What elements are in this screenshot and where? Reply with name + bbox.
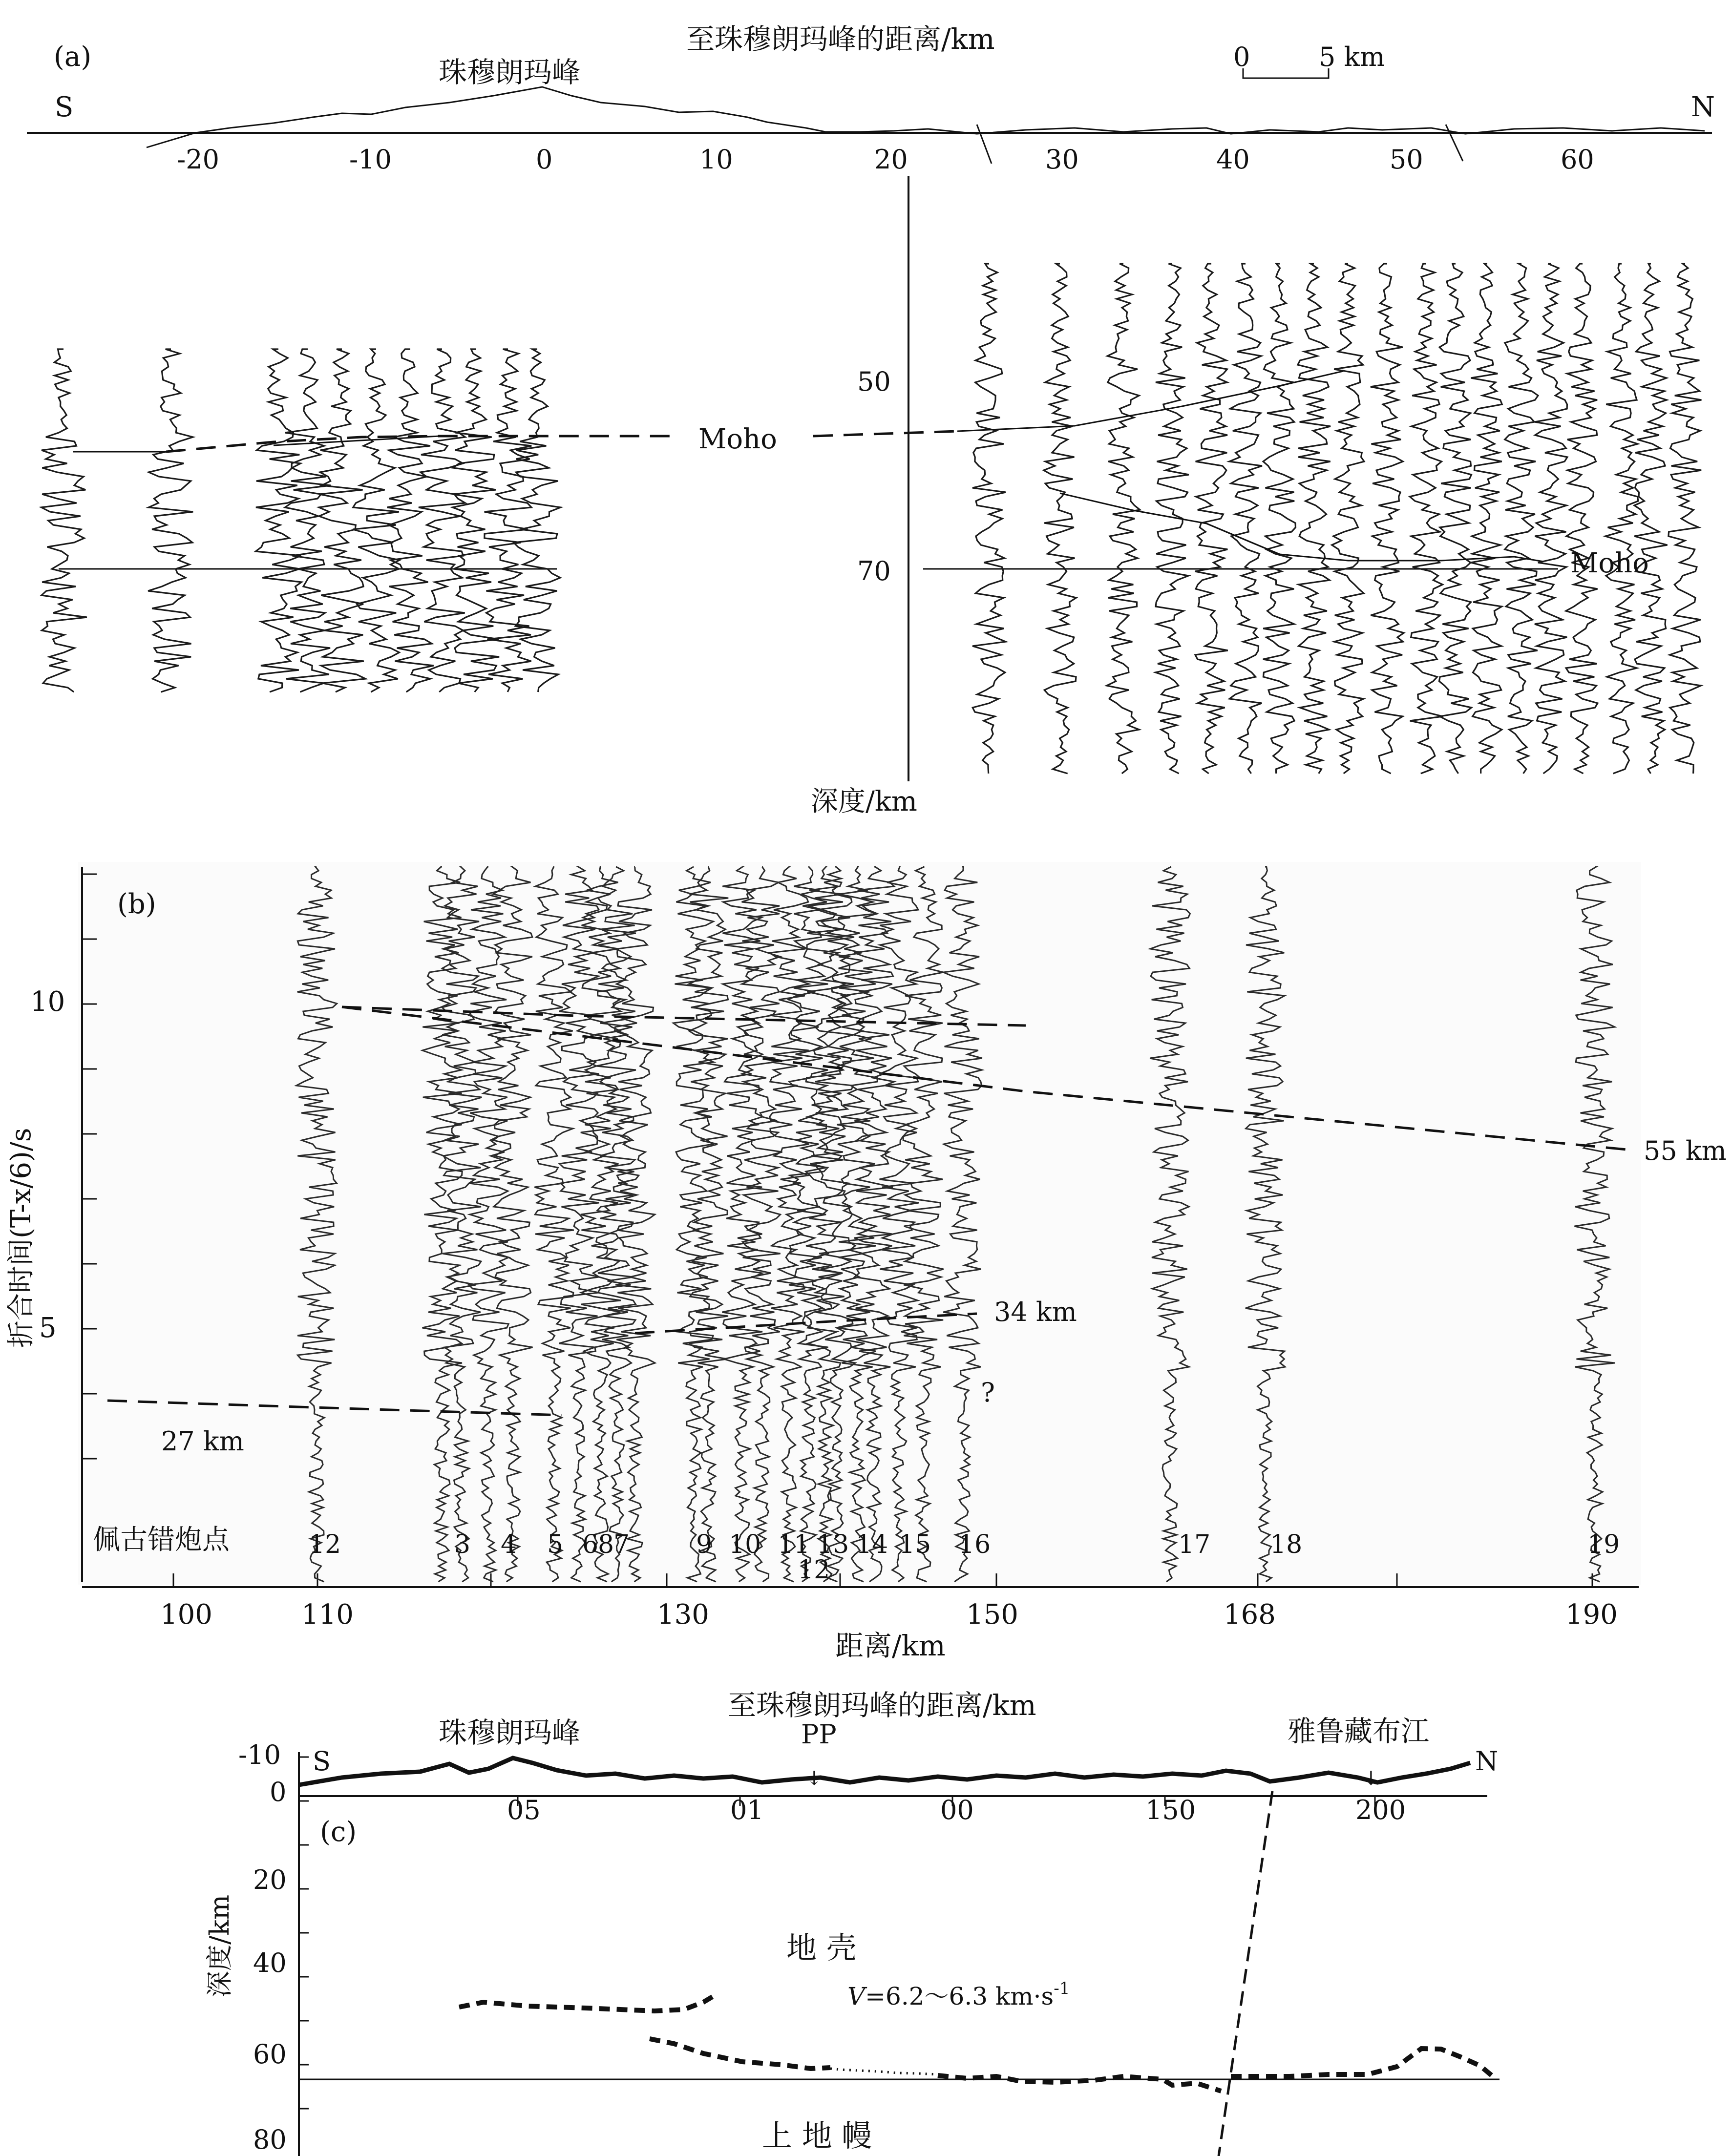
topography-c — [299, 1758, 1470, 1785]
panel-b-label: (b) — [117, 888, 156, 920]
seismic-trace — [1669, 264, 1702, 774]
crust-label: 地 壳 — [786, 1930, 857, 1966]
depth-tick-50: 50 — [857, 366, 891, 397]
seismic-trace — [1566, 264, 1598, 774]
depth-label-27: 27 km — [161, 1426, 244, 1457]
x-tick-b-150: 150 — [966, 1599, 1018, 1631]
moho-segment-1 — [459, 1996, 713, 2011]
north-label-c: N — [1475, 1746, 1499, 1777]
seismic-trace — [1371, 264, 1404, 774]
pp-label: PP — [801, 1719, 837, 1750]
seismic-trace — [1535, 264, 1567, 774]
x-tick-c-2: 01 — [730, 1795, 764, 1825]
x-tick-a-3: 0 — [536, 144, 553, 175]
scale-bar-zero: 0 — [1233, 42, 1250, 72]
panel-b — [5, 862, 1727, 1662]
fault-tick-1 — [977, 125, 992, 164]
shot-title: 佩古错炮点 — [93, 1524, 230, 1556]
panel-a-title: 至珠穆朗玛峰的距离/km — [686, 22, 995, 56]
moho-label-right: Moho — [1570, 547, 1649, 579]
scale-bar-label: 5 km — [1319, 42, 1385, 72]
x-axis-label-b: 距离/km — [835, 1629, 946, 1662]
x-tick-a-1: -20 — [177, 144, 219, 175]
depth-label-34: 34 km — [994, 1297, 1077, 1327]
seismic-trace — [353, 349, 400, 692]
moho-dotted — [830, 2069, 938, 2074]
shot-number: 16 — [958, 1530, 991, 1559]
velocity-label: V=6.2～6.3 $km\cdot s^{-1}$ — [847, 1979, 1070, 2010]
x-tick-a-7: 40 — [1216, 144, 1250, 175]
x-tick-c-3: 00 — [940, 1795, 974, 1825]
moho-dashed-right — [813, 431, 957, 436]
shot-number: 13 — [817, 1530, 849, 1559]
seismic-traces-a-left — [42, 349, 561, 692]
x-tick-a-4: 10 — [699, 144, 733, 175]
x-tick-b-168: 168 — [1224, 1599, 1276, 1631]
panel-c-title: 至珠穆朗玛峰的距离/km — [728, 1689, 1036, 1722]
shot-number: 19 — [1587, 1530, 1620, 1559]
shot-number: 3 — [454, 1530, 471, 1559]
y-tick-10: 10 — [30, 986, 65, 1018]
depth-label-55: 55 km — [1644, 1135, 1727, 1166]
seismic-traces-a-right — [972, 264, 1701, 774]
shot-number: 14 — [856, 1530, 888, 1559]
peak-label-c: 珠穆朗玛峰 — [439, 1716, 581, 1749]
moho-segment-2 — [650, 2039, 830, 2069]
y-axis-ticks-c — [299, 1757, 309, 2109]
seismic-trace — [1044, 264, 1077, 774]
y-tick-c-60: 60 — [253, 2039, 287, 2070]
seismic-trace — [1195, 264, 1228, 774]
x-tick-c-4: 150 — [1145, 1795, 1196, 1825]
x-tick-a-5: 20 — [874, 144, 908, 175]
seismic-trace — [1471, 264, 1502, 774]
seismic-trace — [514, 349, 561, 692]
x-tick-b-100: 100 — [160, 1599, 212, 1631]
shot-number: 17 — [1178, 1530, 1211, 1559]
x-tick-a-9: 60 — [1561, 144, 1594, 175]
seismic-trace — [1332, 264, 1364, 774]
x-tick-a-6: 30 — [1045, 144, 1079, 175]
shot-number: 9 — [696, 1530, 713, 1559]
river-label: 雅鲁藏布江 — [1288, 1715, 1430, 1748]
shot-number: 5 — [547, 1530, 564, 1559]
depth-tick-70: 70 — [857, 556, 891, 586]
moho-label-left: Moho — [698, 423, 777, 455]
north-label-a: N — [1691, 91, 1715, 123]
shot-number: 11 — [778, 1530, 810, 1559]
shot-number: 12 — [798, 1555, 830, 1585]
y-axis-label-c: 深度/km — [204, 1894, 235, 1997]
shot-number: 7 — [613, 1530, 630, 1559]
x-tick-b-110: 110 — [301, 1599, 354, 1631]
x-tick-c-5: 200 — [1355, 1795, 1406, 1825]
shot-number: 8 — [598, 1530, 614, 1559]
seismic-trace — [387, 349, 433, 692]
topography-a — [147, 87, 1705, 147]
south-label-c: S — [313, 1746, 331, 1777]
shot-number: 6 — [582, 1530, 599, 1559]
y-tick-c-40: 40 — [253, 1947, 287, 1978]
shot-number: 12 — [309, 1530, 341, 1559]
seismic-trace — [256, 349, 302, 692]
x-tick-a-8: 50 — [1390, 144, 1423, 175]
seismic-trace — [1439, 264, 1472, 774]
x-tick-b-130: 130 — [657, 1599, 709, 1631]
y-tick-c-80: 80 — [253, 2124, 287, 2155]
fault-tick-2 — [1446, 125, 1463, 161]
y-tick-5: 5 — [39, 1312, 57, 1344]
seismic-trace — [972, 264, 1006, 774]
panel-a-x-axis — [177, 144, 1594, 175]
river-marker: ↓ — [1363, 1767, 1379, 1790]
x-tick-c-1: 05 — [507, 1795, 541, 1825]
fault-line — [1219, 1791, 1272, 2156]
seismic-trace — [1107, 264, 1140, 774]
scale-bar — [1233, 42, 1385, 78]
panel-a-label: (a) — [54, 41, 92, 73]
seismic-trace — [1634, 264, 1668, 774]
peak-label-a: 珠穆朗玛峰 — [439, 56, 581, 89]
panel-c-label: (c) — [320, 1816, 357, 1848]
seismic-trace — [1156, 264, 1189, 774]
depth-label-unknown: ? — [981, 1377, 995, 1408]
mantle-label: 上 地 幔 — [762, 2118, 872, 2154]
moho-segment-4 — [1231, 2049, 1495, 2078]
seismic-trace — [319, 349, 365, 692]
seismic-trace — [1605, 264, 1638, 774]
south-label-a: S — [55, 91, 74, 123]
y-tick-c-0: 0 — [270, 1777, 287, 1807]
seismic-trace — [1263, 264, 1296, 774]
x-tick-b-190: 190 — [1565, 1599, 1618, 1631]
seismic-trace — [285, 349, 331, 692]
y-tick-c-minus10: -10 — [238, 1739, 281, 1770]
panel-c — [204, 1689, 1500, 2156]
depth-axis-label-a: 深度/km — [811, 786, 917, 817]
shot-number: 10 — [729, 1530, 761, 1559]
seismic-trace — [1410, 264, 1443, 774]
y-tick-c-20: 20 — [253, 1864, 287, 1895]
shot-number: 4 — [501, 1530, 517, 1559]
shot-number: 18 — [1270, 1530, 1303, 1559]
shot-number: 15 — [899, 1530, 931, 1559]
y-axis-label-b: 折合时间(T-x/6)/s — [5, 1128, 37, 1348]
pp-marker: ↓ — [806, 1767, 823, 1790]
seismic-trace — [1298, 264, 1331, 774]
panel-a — [27, 22, 1715, 817]
x-tick-a-2: -10 — [349, 144, 392, 175]
seismic-trace — [1229, 264, 1262, 774]
moho-segment-3 — [938, 2075, 1221, 2091]
seismic-trace — [42, 349, 87, 692]
seismic-trace — [148, 349, 193, 692]
seismic-trace — [1505, 264, 1538, 774]
